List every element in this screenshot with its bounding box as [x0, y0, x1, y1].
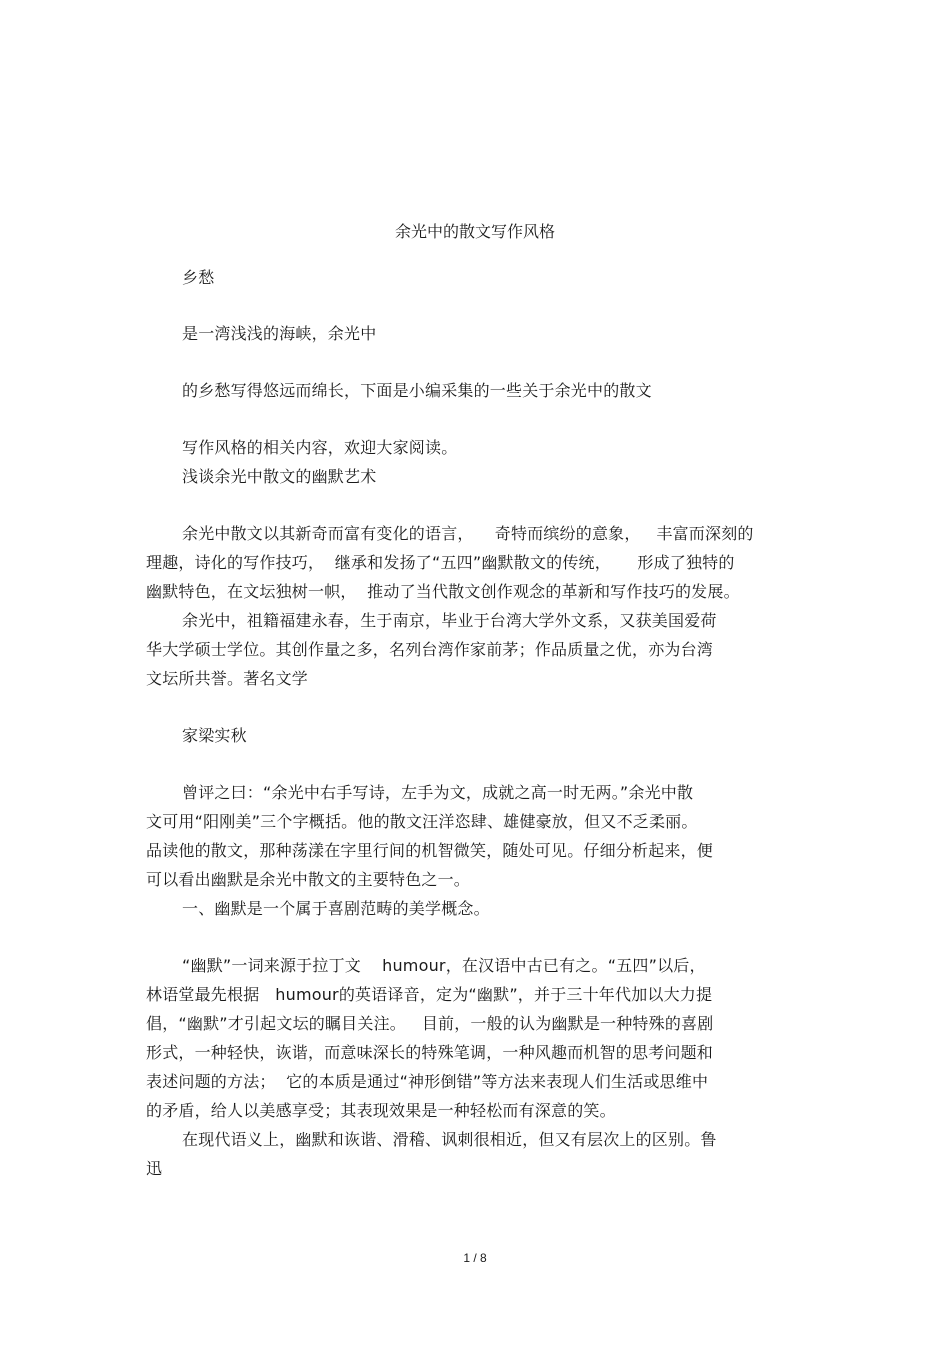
text-line: 倡，“幽默”才引起文坛的瞩目关注。 目前，一般的认为幽默是一种特殊的喜剧 — [146, 1014, 714, 1033]
text-line: 家梁实秋 — [182, 726, 247, 745]
page-number: 1 / 8 — [463, 1251, 487, 1265]
text-line: 可以看出幽默是余光中散文的主要特色之一。 — [146, 870, 471, 889]
section-heading: 一、幽默是一个属于喜剧范畴的美学概念。 — [182, 899, 490, 918]
text-line: 的乡愁写得悠远而绵长，下面是小编采集的一些关于余光中的散文 — [182, 381, 652, 400]
text-line: 幽默特色，在文坛独树一帜， 推动了当代散文创作观念的革新和写作技巧的发展。 — [146, 582, 740, 601]
text-line: 写作风格的相关内容，欢迎大家阅读。 — [182, 438, 458, 457]
text-line: 余光中，祖籍福建永春，生于南京，毕业于台湾大学外文系，又获美国爱荷 — [182, 611, 717, 630]
text-line: 理趣，诗化的写作技巧， 继承和发扬了“五四”幽默散文的传统， 形成了独特的 — [146, 553, 735, 572]
text-line: “幽默”一词来源于拉丁文 humour，在汉语中古已有之。“五四”以后， — [182, 956, 706, 975]
text-line: 迅 — [146, 1159, 163, 1178]
text-line: 林语堂最先根据 humour的英语译音，定为“幽默”，并于三十年代加以大力提 — [146, 985, 713, 1004]
text-line: 在现代语义上，幽默和诙谐、滑稽、讽刺很相近，但又有层次上的区别。鲁 — [182, 1130, 717, 1149]
text-line: 文可用“阳刚美”三个字概括。他的散文汪洋恣肆、雄健豪放，但又不乏柔丽。 — [146, 812, 698, 831]
text-line: 是一湾浅浅的海峡，余光中 — [182, 324, 377, 343]
text-line: 曾评之曰：“余光中右手写诗，左手为文，成就之高一时无两。”余光中散 — [182, 783, 694, 802]
document-title: 余光中的散文写作风格 — [394, 222, 555, 241]
text-line: 华大学硕士学位。其创作量之多，名列台湾作家前茅；作品质量之优，亦为台湾 — [146, 640, 714, 659]
text-line: 乡愁 — [182, 268, 215, 287]
text-line: 表述问题的方法； 它的本质是通过“神形倒错”等方法来表现人们生活或思维中 — [146, 1072, 709, 1091]
text-line: 的矛盾，给人以美感享受；其表现效果是一种轻松而有深意的笑。 — [146, 1101, 616, 1120]
text-line: 品读他的散文，那种荡漾在字里行间的机智微笑，随处可见。仔细分析起来，便 — [146, 841, 714, 860]
section-heading: 浅谈余光中散文的幽默艺术 — [182, 467, 377, 486]
text-line: 形式，一种轻快，诙谐，而意味深长的特殊笔调，一种风趣而机智的思考问题和 — [146, 1043, 714, 1062]
text-line: 余光中散文以其新奇而富有变化的语言， 奇特而缤纷的意象， 丰富而深刻的 — [182, 524, 754, 543]
text-line: 文坛所共誉。著名文学 — [146, 669, 309, 688]
